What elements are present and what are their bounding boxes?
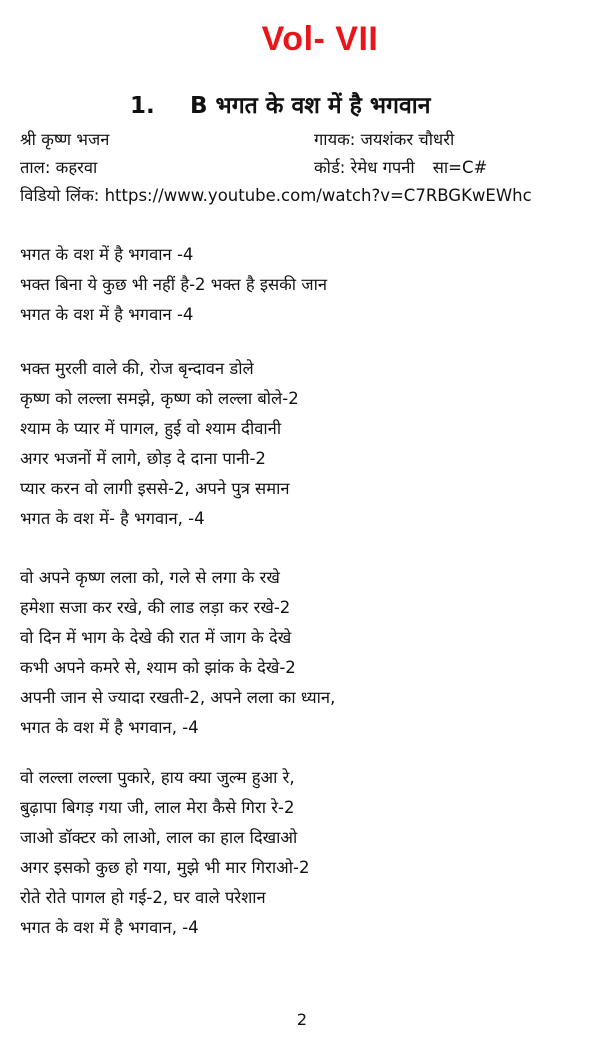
sa-key: सा=C# — [432, 158, 488, 177]
lyric-line: भगत के वश में- है भगवान, -4 — [20, 509, 205, 528]
song-title — [130, 88, 590, 120]
lyric-line: भगत के वश में है भगवान -4 — [20, 245, 194, 264]
stanza-4 — [20, 763, 309, 943]
lyric-line: अगर भजनों में लागे, छोड़ दे दाना पानी-2 — [20, 449, 266, 468]
stanza-3 — [20, 563, 335, 743]
lyric-line: कभी अपने कमरे से, श्याम को झांक के देखे-2 — [20, 658, 296, 677]
singer-info: गायक: जयशंकर चौधरी — [314, 130, 455, 149]
lyric-line: भगत के वश में है भगवान, -4 — [20, 718, 199, 737]
lyric-line: भगत के वश में है भगवान, -4 — [20, 918, 199, 937]
lyric-line: हमेशा सजा कर रखे, की लाड लड़ा कर रखे-2 — [20, 598, 291, 617]
lyric-line: श्याम के प्यार में पागल, हुई वो श्याम दीवानी — [20, 419, 282, 438]
stanza-2 — [20, 354, 299, 534]
lyric-line: भक्त बिना ये कुछ भी नहीं है-2 भक्त है इसकी जान — [20, 275, 327, 294]
song-category: श्री कृष्ण भजन — [20, 130, 110, 149]
chords-label: कोर्ड: रेमेध गपनी — [314, 158, 415, 177]
lyric-line: रोते रोते पागल हो गई-2, घर वाले परेशान — [20, 888, 266, 907]
chords-info — [314, 155, 487, 178]
song-number: 1. — [130, 93, 155, 119]
page-number: 2 — [296, 1010, 308, 1029]
lyric-line: भक्त मुरली वाले की, रोज बृन्दावन डोले — [20, 359, 254, 378]
stanza-1 — [20, 240, 327, 330]
lyric-line: अपनी जान से ज्यादा रखती-2, अपने लला का ध्यान, — [20, 688, 336, 707]
volume-heading: Vol- VII — [261, 20, 379, 58]
lyric-line: वो अपने कृष्ण लला को, गले से लगा के रखे — [20, 568, 280, 587]
lyric-line: प्यार करन वो लागी इससे-2, अपने पुत्र समान — [20, 479, 290, 498]
lyric-line: बुढ़ापा बिगड़ गया जी, लाल मेरा कैसे गिरा रे-2 — [20, 798, 295, 817]
lyric-line: अगर इसको कुछ हो गया, मुझे भी मार गिराओ-2 — [20, 858, 310, 877]
taal-info: ताल: कहरवा — [20, 158, 98, 177]
lyric-line: कृष्ण को लल्ला समझे, कृष्ण को लल्ला बोले-2 — [20, 389, 299, 408]
lyric-line: जाओ डॉक्टर को लाओ, लाल का हाल दिखाओ — [20, 828, 298, 847]
lyric-line: भगत के वश में है भगवान -4 — [20, 305, 194, 324]
video-link: विडियो लिंक: https://www.youtube.com/watch?v=C7RBGKwEWhc — [20, 186, 532, 205]
lyric-line: वो लल्ला लल्ला पुकारे, हाय क्या जुल्म हुआ रे, — [20, 768, 295, 787]
lyric-line: वो दिन में भाग के देखे की रात में जाग के देखे — [20, 628, 292, 647]
song-title-text: B भगत के वश में है भगवान — [190, 93, 431, 119]
